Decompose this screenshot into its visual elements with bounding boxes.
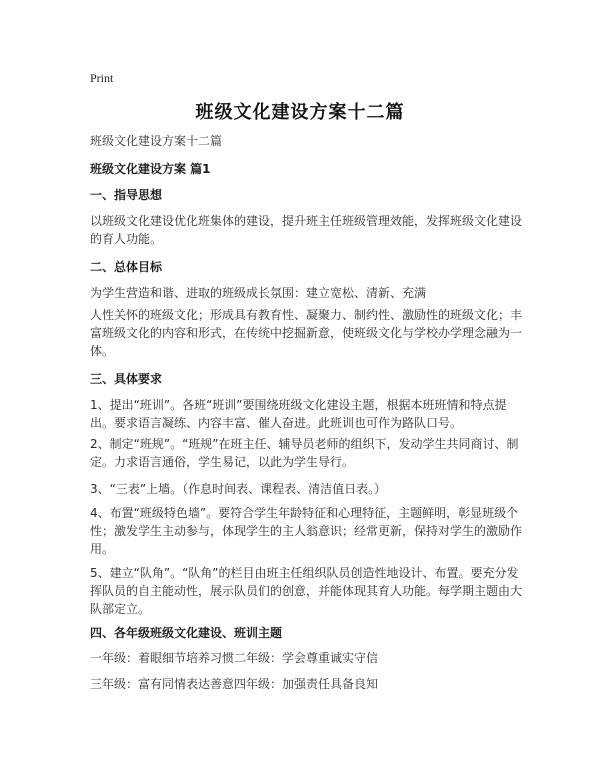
section-title: 班级文化建设方案 篇1 [90,162,211,176]
grade-theme-line-2: 三年级：富有同情表达善意四年级：加强责任具备良知 [90,677,379,691]
requirement-item-1: 1、提出“班训”。各班“班训”要围绕班级文化建设主题，根据本班班情和特点提出。要求语言凝练、内容丰富、催人奋进。此班训也可作为路队口号。 [90,398,507,430]
grade-theme-line-1: 一年级：着眼细节培养习惯二年级：学会尊重诚实守信 [90,651,379,665]
heading-overall-goals: 二、总体目标 [90,260,163,274]
paragraph-goals-2: 人性关怀的班级文化；形成具有教育性、凝聚力、制约性、激励性的班级文化；丰富班级文化的内容和形式，在传统中挖掘新意，使班级文化与学校办学理念融为一体。 [90,308,523,358]
document-title: 班级文化建设方案十二篇 [195,102,405,123]
paragraph-goals-1: 为学生营造和谐、进取的班级成长氛围：建立宽松、清新、充满 [90,286,427,300]
requirement-item-4: 4、布置“班级特色墙”。要符合学生年龄特征和心理特征，主题鲜明，彰显班级个性；激发学生主动参与，体现学生的主人翁意识；经常更新，保持对学生的激励作用。 [90,506,523,556]
heading-guiding-ideology: 一、指导思想 [90,188,163,202]
heading-specific-requirements: 三、具体要求 [90,372,163,386]
print-label: Print [90,71,114,85]
heading-grade-themes: 四、各年级班级文化建设、班训主题 [90,626,283,640]
requirement-item-2: 2、制定“班规”。“班规”在班主任、辅导员老师的组织下，发动学生共同商讨、制定。力求语言通俗，学生易记，以此为学生导行。 [90,437,519,469]
requirement-item-3: 3、“三表”上墙。（作息时间表、课程表、清洁值日表。） [90,482,387,496]
document-subtitle: 班级文化建设方案十二篇 [90,134,223,148]
paragraph-guiding-ideology: 以班级文化建设优化班集体的建设，提升班主任班级管理效能，发挥班级文化建设的育人功能。 [90,214,523,246]
requirement-item-5: 5、建立“队角”。“队角”的栏目由班主任组织队员创造性地设计、布置。要充分发挥队员的自主能动性，展示队员们的创意，并能体现其育人功能。每学期主题由大队部定立。 [90,566,523,616]
